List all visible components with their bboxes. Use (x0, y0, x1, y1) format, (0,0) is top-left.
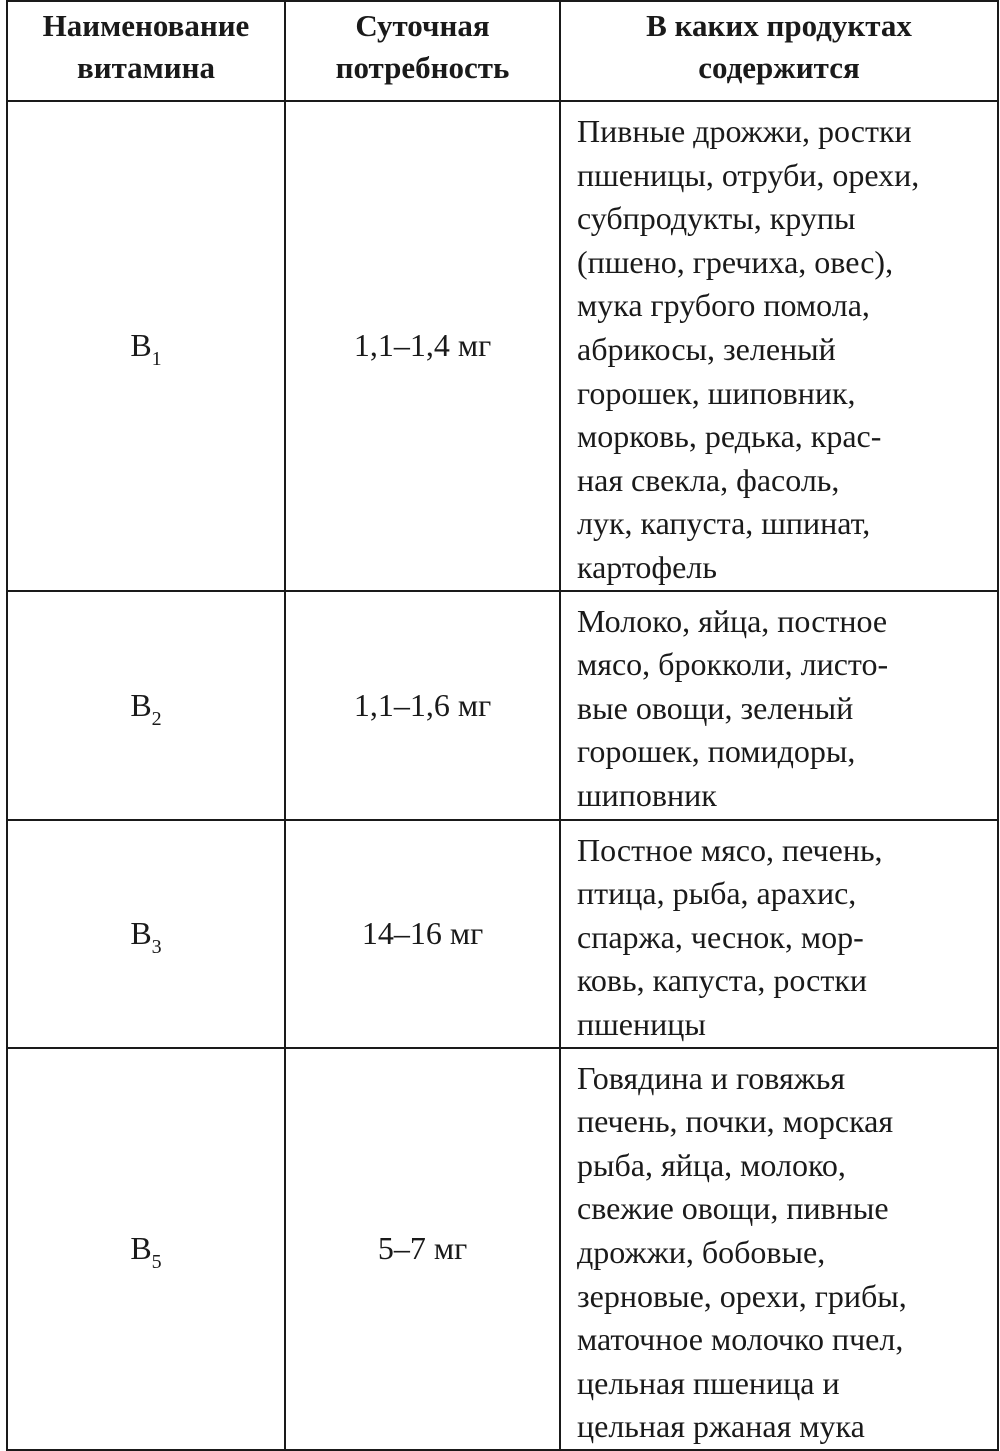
vitamin-name-cell (7, 101, 285, 591)
food-sources-cell: Молоко, яйца, постное мясо, брокколи, листо- вые овощи, зеленый горошек, помидоры, шиповник (560, 591, 998, 820)
vitamin-name: $B_5$ (130, 1230, 162, 1274)
table-row (7, 1048, 998, 1450)
table-row (7, 591, 998, 820)
vitamin-name-cell (7, 820, 285, 1048)
vitamin-name-cell (7, 591, 285, 820)
table-header-row (7, 1, 998, 101)
header-vitamin-name: Наименование витамина (7, 1, 285, 101)
daily-requirement-cell: 14–16 мг (285, 820, 560, 1048)
daily-requirement-cell: 5–7 мг (285, 1048, 560, 1450)
daily-requirement-cell: 1,1–1,6 мг (285, 591, 560, 820)
header-daily-requirement: Суточная потребность (285, 1, 560, 101)
daily-requirement-cell: 1,1–1,4 мг (285, 101, 560, 591)
vitamin-table (6, 0, 999, 1451)
food-sources-cell: Пивные дрожжи, ростки пшеницы, отруби, орехи, субпродукты, крупы (пшено, гречиха, овес), мука грубого помола, абрикосы, зеленый горошек, шиповник, морковь, редька, крас- ная свекла, фасоль, лук, капуста, шпинат, картофель (560, 101, 998, 591)
vitamin-name: $B_3$ (130, 915, 162, 959)
table-row (7, 820, 998, 1048)
vitamin-name: $B_1$ (130, 327, 162, 371)
food-sources-cell: Постное мясо, печень, птица, рыба, арахис, спаржа, чеснок, мор- ковь, капуста, ростки пшеницы (560, 820, 998, 1048)
vitamin-name-cell (7, 1048, 285, 1450)
table-row (7, 101, 998, 591)
vitamin-name: $B_2$ (130, 686, 162, 730)
header-food-sources: В каких продуктах содержится (560, 1, 998, 101)
food-sources-cell: Говядина и говяжья печень, почки, морская рыба, яйца, молоко, свежие овощи, пивные дрожжи, бобовые, зерновые, орехи, грибы, маточное молочко пчел, цельная пшеница и цельная ржаная мука (560, 1048, 998, 1450)
